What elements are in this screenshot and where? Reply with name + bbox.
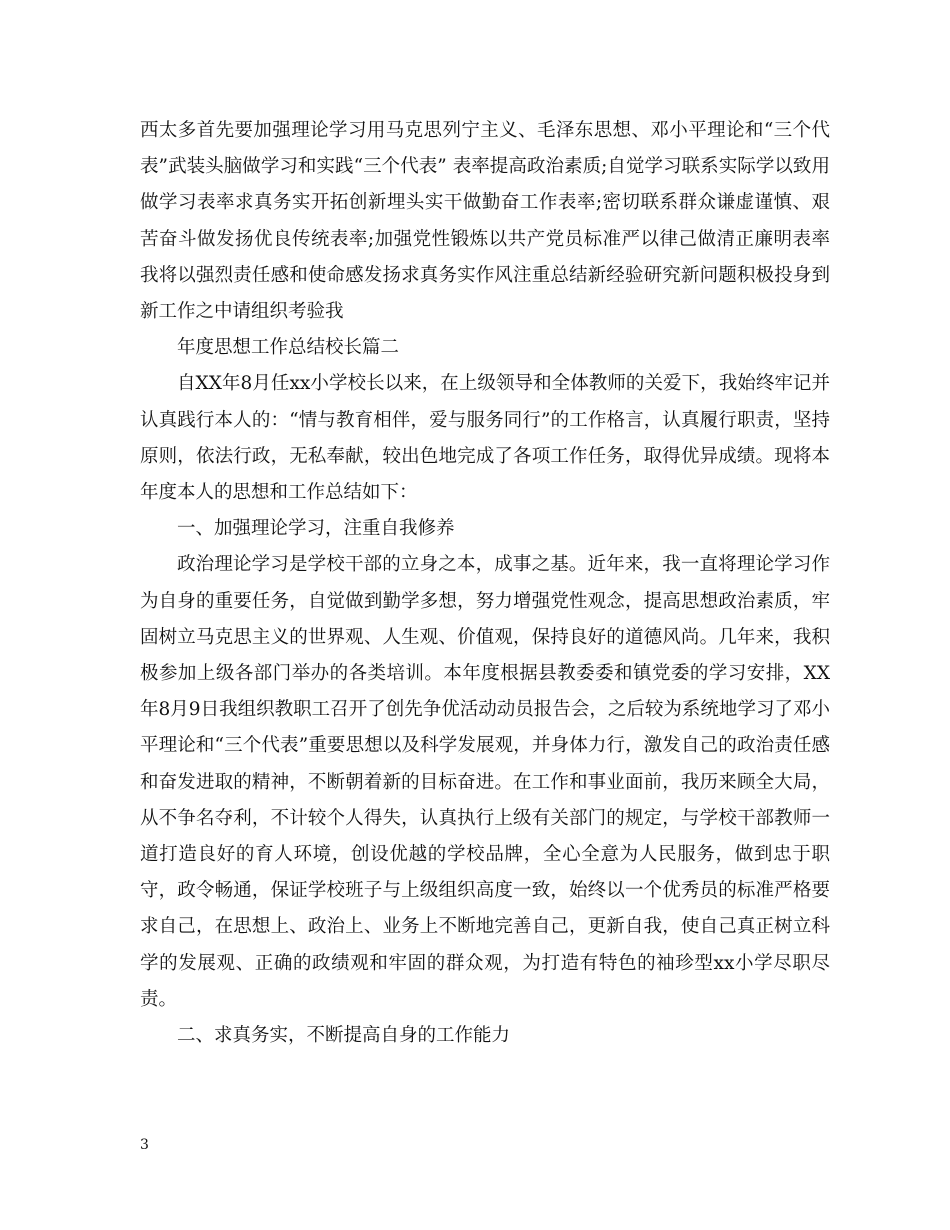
section-heading: 二、求真务实，不断提高自身的工作能力	[177, 1025, 511, 1047]
section-heading: 一、加强理论学习，注重自我修养	[177, 518, 455, 540]
page-number: 3	[140, 1137, 149, 1153]
body-paragraph: 政治理论学习是学校干部的立身之本，成事之基。近年来，我一直将理论学习作为自身的重要任务，自觉做到勤学多想，努力增强党性观念，提高思想政治素质，牢固树立马克思主义的世界观、人生观、价值观，保持良好的道德风尚。几年来，我积极参加上级各部门举办的各类培训。本年度根据县教委委和镇党委的学习安排，XX年8月9日我组织教职工召开了创先争优活动动员报告会，之后较为系统地学习了邓小平理论和“三个代表”重要思想以及科学发展观，并身体力行，激发自己的政治责任感和奋发进取的精神，不断朝着新的目标奋进。在工作和事业面前，我历来顾全大局，从不争名夺利，不计较个人得失，认真执行上级有关部门的规定，与学校干部教师一道打造良好的育人环境，创设优越的学校品牌，全心全意为人民服务，做到忠于职守，政令畅通，保证学校班子与上级组织高度一致，始终以一个优秀员的标准严格要求自己，在思想上、政治上、业务上不断地完善自己，更新自我，使自己真正树立科学的发展观、正确的政绩观和牢固的群众观，为打造有特色的袖珍型xx小学尽职尽责。	[140, 554, 830, 1010]
body-paragraph: 自XX年8月任xx小学校长以来，在上级领导和全体教师的关爱下，我始终牢记并认真践行本人的：“情与教育相伴，爱与服务同行”的工作格言，认真履行职责，坚持原则，依法行政，无私奉献，较出色地完成了各项工作任务，取得优异成绩。现将本年度本人的思想和工作总结如下：	[140, 373, 830, 504]
body-paragraph: 西太多首先要加强理论学习用马克思列宁主义、毛泽东思想、邓小平理论和“三个代表”武装头脑做学习和实践“三个代表” 表率提高政治素质;自觉学习联系实际学以致用做学习表率求真务实开拓创新埋头实干做勤奋工作表率;密切联系群众谦虚谨慎、艰苦奋斗做发扬优良传统表率;加强党性锻炼以共产党员标准严以律己做清正廉明表率我将以强烈责任感和使命感发扬求真务实作风注重总结新经验研究新问题积极投身到新工作之中请组织考验我	[140, 120, 830, 323]
section-title: 年度思想工作总结校长篇二	[177, 337, 400, 359]
document-body	[140, 113, 830, 1054]
